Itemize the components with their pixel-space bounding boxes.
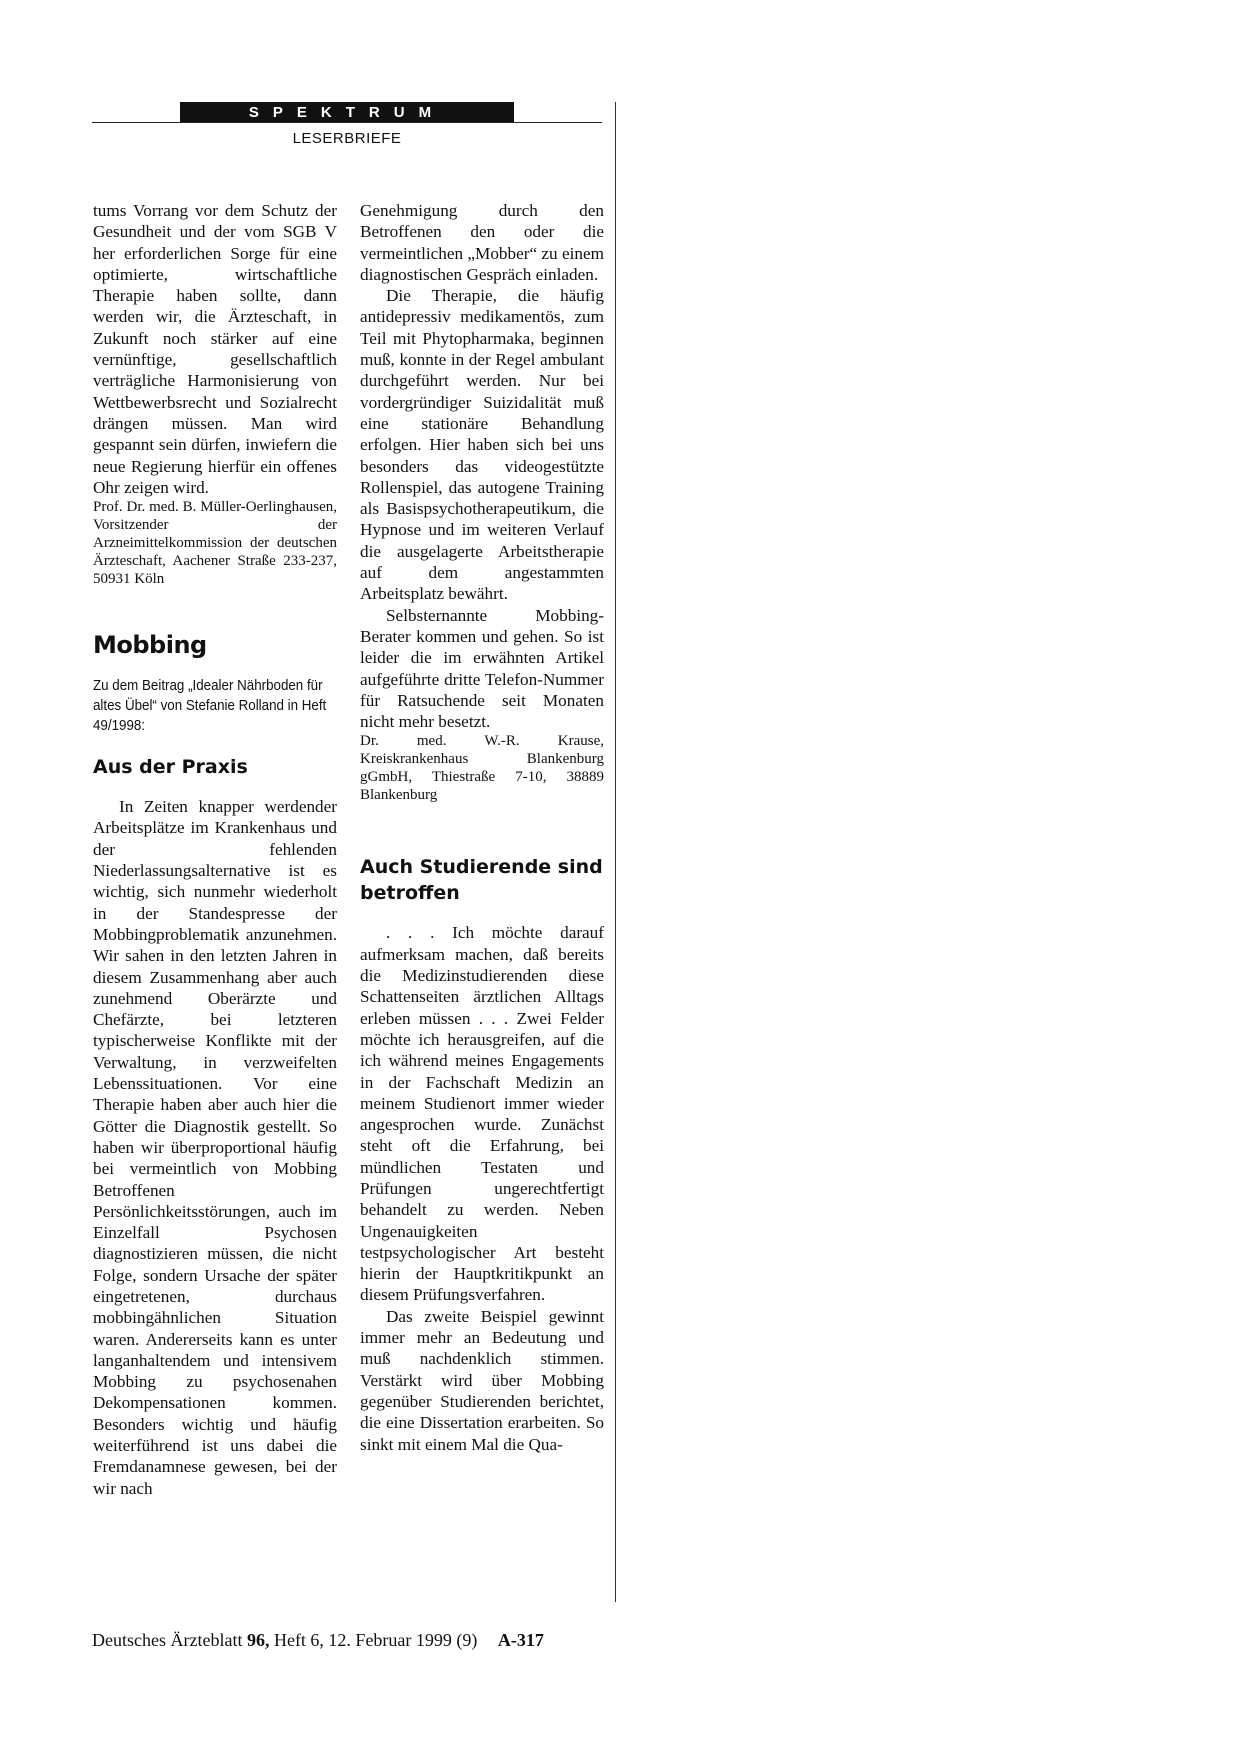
journal-volume: 96, xyxy=(246,1630,270,1650)
page-number: A-317 xyxy=(497,1630,544,1650)
header-rule xyxy=(92,122,602,123)
right-column xyxy=(360,200,604,1455)
letter-signature: Prof. Dr. med. B. Müller-Oerlinghausen, Vorsitzender der Arzneimittelkommission der deutschen Ärzteschaft, Aachener Straße 233-237, 50931 Köln xyxy=(93,499,337,588)
letter-title: Aus der Praxis xyxy=(93,756,248,779)
page-footer xyxy=(92,1630,544,1651)
letter-body: Das zweite Beispiel gewinnt immer mehr an Bedeutung und muß nachdenklich stimmen. Verstärkt wird über Mobbing gegenüber Studierenden berichtet, die eine Dissertation erarbeiten. So sinkt mit einem Mal die Qua- xyxy=(360,1306,604,1454)
column-divider xyxy=(615,102,616,1602)
article-title: Mobbing xyxy=(93,631,207,660)
section-title: SPEKTRUM xyxy=(248,104,446,121)
journal-name: Deutsches Ärzteblatt xyxy=(92,1630,243,1650)
issue-info: Heft 6, 12. Februar 1999 (9) xyxy=(273,1630,478,1650)
letter-paragraph: Die Therapie, die häufig antidepressiv medikamentös, zum Teil mit Phytopharmaka, beginnen muß, konnte in der Regel ambulant durchgeführt werden. Nur bei vordergründiger Suizidalität muß eine stationäre Behandlung erfolgen. Hier haben sich bei uns besonders das videogestützte Rollenspiel, das autogene Training als Basispsychotherapeutikum, die Hypnose und im weiteren Verlauf die ausgelagerte Arbeitstherapie auf dem angestammten Arbeitsplatz bewährt. xyxy=(360,286,604,604)
continued-paragraph: Genehmigung durch den Betroffenen den oder die vermeintlichen „Mobber“ zu einem diagnostischen Gespräch einladen. xyxy=(360,201,604,284)
letter-signature: Dr. med. W.-R. Krause, Kreiskrankenhaus Blankenburg gGmbH, Thiestraße 7-10, 38889 Blankenburg xyxy=(360,733,604,804)
left-column xyxy=(93,200,337,1499)
continued-paragraph: tums Vorrang vor dem Schutz der Gesundheit und der vom SGB V her erforderlichen Sorge für eine optimierte, wirtschaftliche Therapie haben sollte, dann werden wir, die Ärzteschaft, in Zukunft noch stärker auf eine vernünftige, gesellschaftlich verträgliche Harmonisierung von Wettbewerbsrecht und Sozialrecht drängen müssen. Man wird gespannt sein dürfen, inwiefern die neue Regierung hierfür ein offenes Ohr zeigen wird. xyxy=(93,201,337,497)
letter-body: In Zeiten knapper werdender Arbeitsplätze im Krankenhaus und der fehlenden Niederlassungsalternative ist es wichtig, sich nunmehr wiederholt in der Standespresse der Mobbingproblematik anzunehmen. Wir sahen in den letzten Jahren in diesem Zusammenhang aber auch zunehmend Oberärzte und Chefärzte, bei letzteren typischerweise Konflikte mit der Verwaltung, in verzweifelten Lebenssituationen. Vor eine Therapie haben aber auch hier die Götter die Diagnostik gestellt. So haben wir überproportional häufig bei vermeintlich von Mobbing Betroffenen Persönlichkeitsstörungen, auch im Einzelfall Psychosen diagnostizieren müssen, die nicht Folge, sondern Ursache der später eingetretenen, durchaus mobbingähnlichen Situation waren. Andererseits kann es unter langanhaltendem und intensivem Mobbing zu psychosenahen Dekompensationen kommen. Besonders wichtig und häufig weiterführend ist uns dabei die Fremdanamnese gewesen, bei der wir nach xyxy=(93,797,337,1498)
letter-title: Auch Studierende sind betroffen xyxy=(360,856,603,905)
article-intro: Zu dem Beitrag „Idealer Nährboden für altes Übel“ von Stefanie Rolland in Heft 49/1998: xyxy=(93,677,327,735)
letter-body: . . . Ich möchte darauf aufmerksam machen, daß bereits die Medizinstudierenden diese Schattenseiten ärztlichen Alltags erleben müssen . . . Zwei Felder möchte ich herausgreifen, auf die ich während meines Engagements in der Fachschaft Medizin an meinem Studienort immer wieder angesprochen wurde. Zunächst steht oft die Erfahrung, bei mündlichen Testaten und Prüfungen ungerechtfertigt behandelt zu werden. Neben Ungenauigkeiten testpsychologischer Art besteht hierin der Hauptkritikpunkt an diesem Prüfungsverfahren. xyxy=(360,923,604,1305)
section-header-bar xyxy=(180,102,514,123)
letter-paragraph: Selbsternannte Mobbing-Berater kommen und gehen. So ist leider die im erwähnten Artikel aufgeführte dritte Telefon-Nummer für Ratsuchende seit Monaten nicht mehr besetzt. xyxy=(360,605,604,732)
subsection-label: LESERBRIEFE xyxy=(292,130,402,147)
